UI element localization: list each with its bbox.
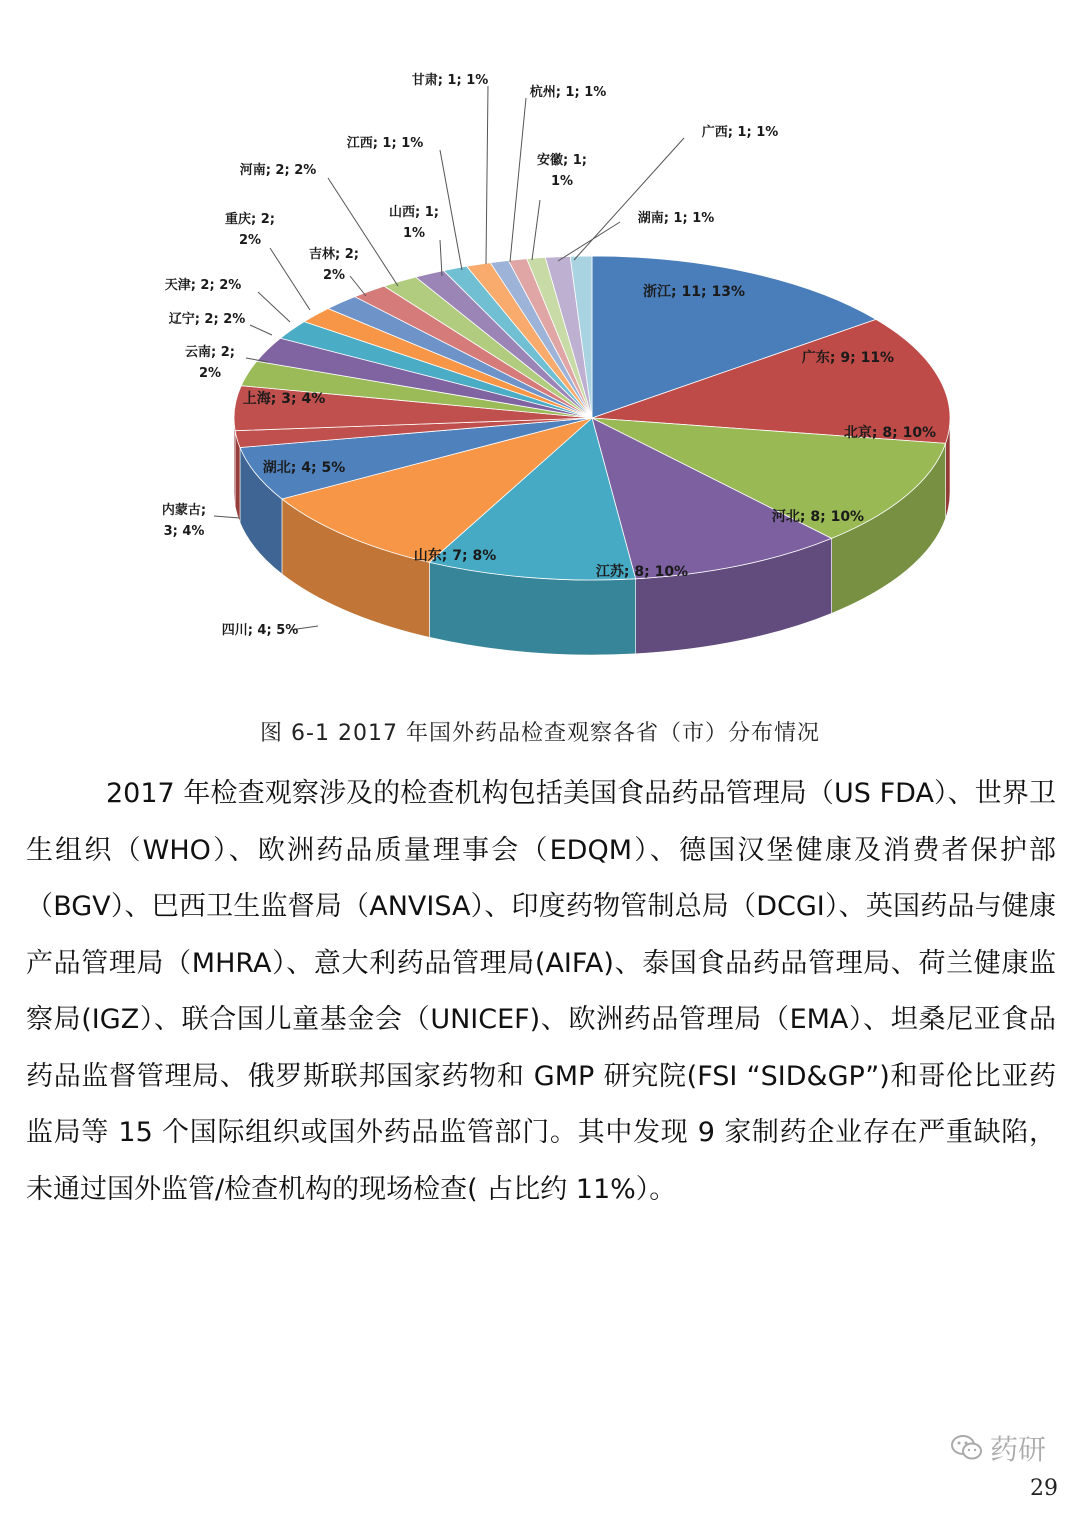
leader-line-天津 bbox=[258, 292, 290, 322]
data-label-广东: 广东; 9; 11% bbox=[801, 350, 895, 366]
figure-caption: 图 6-1 2017 年国外药品检查观察各省（市）分布情况 bbox=[260, 721, 820, 746]
data-label-内蒙古: 内蒙古; 3; 4% bbox=[161, 503, 207, 539]
data-label-天津: 天津; 2; 2% bbox=[164, 278, 242, 293]
leader-line-安徽 bbox=[532, 200, 540, 260]
leader-line-重庆 bbox=[270, 248, 310, 310]
data-label-甘肃: 甘肃; 1; 1% bbox=[411, 73, 489, 88]
data-label-吉林: 吉林; 2; 2% bbox=[309, 247, 359, 283]
data-label-四川: 四川; 4; 5% bbox=[221, 623, 299, 638]
body-paragraph: 2017 年检查观察涉及的检查机构包括美国食品药品管理局（US FDA）、世界卫生组织（WHO）、欧洲药品质量理事会（EDQM）、德国汉堡健康及消费者保护部（BGV）、巴西卫生监督局（ANVISA）、印度药物管制总局（DCGI）、英国药品与健康产品管理局（MHRA）、意大利药品管理局(AIFA)、泰国食品药品管理局、荷兰健康监察局(IGZ）、联合国儿童基金会（UNICEF)、欧洲药品管理局（EMA）、坦桑尼亚食品药品监督管理局、俄罗斯联邦国家药物和 GMP 研究院(FSI “SID&GP”)和哥伦比亚药监局等 15 个国际组织或国外药品监管部门。其中发现 9 家制药企业存在严重缺陷，未通过国外监管/检查机构的现场检查( 占比约 11%）。 bbox=[26, 778, 1056, 1205]
data-label-杭州: 杭州; 1; 1% bbox=[529, 85, 607, 100]
body-text bbox=[26, 766, 1056, 1218]
leader-line-广西 bbox=[574, 138, 684, 260]
watermark bbox=[950, 1428, 1046, 1468]
data-label-江西: 江西; 1; 1% bbox=[346, 136, 424, 151]
data-label-湖南: 湖南; 1; 1% bbox=[637, 211, 715, 226]
data-label-上海: 上海; 3; 4% bbox=[242, 391, 326, 407]
data-label-安徽: 安徽; 1; 1% bbox=[537, 153, 587, 189]
leader-line-吉林 bbox=[350, 276, 366, 296]
data-label-湖北: 湖北; 4; 5% bbox=[262, 460, 346, 476]
pie-tops bbox=[234, 256, 950, 580]
leader-line-江西 bbox=[440, 150, 462, 270]
wechat-icon bbox=[950, 1433, 984, 1463]
data-label-北京: 北京; 8; 10% bbox=[843, 425, 937, 441]
data-label-浙江: 浙江; 11; 13% bbox=[643, 284, 745, 300]
data-label-河北: 河北; 8; 10% bbox=[771, 509, 865, 525]
leader-line-山西 bbox=[440, 240, 442, 276]
data-label-山西: 山西; 1; 1% bbox=[389, 205, 439, 241]
data-label-辽宁: 辽宁; 2; 2% bbox=[168, 312, 246, 327]
data-label-山东: 山东; 7; 8% bbox=[413, 548, 497, 564]
data-label-江苏: 江苏; 8; 10% bbox=[595, 564, 689, 580]
data-label-广西: 广西; 1; 1% bbox=[701, 125, 779, 140]
leader-line-湖南 bbox=[558, 222, 620, 261]
page-number: 29 bbox=[1030, 1476, 1058, 1501]
data-label-云南: 云南; 2; 2% bbox=[185, 345, 235, 381]
pie-chart-3d bbox=[0, 40, 1080, 710]
leader-line-辽宁 bbox=[250, 325, 272, 335]
data-label-重庆: 重庆; 2; 2% bbox=[225, 212, 275, 248]
leader-line-内蒙古 bbox=[214, 516, 240, 518]
leader-line-杭州 bbox=[510, 98, 526, 262]
leader-line-甘肃 bbox=[486, 86, 488, 264]
watermark-text: 药研 bbox=[990, 1433, 1047, 1466]
data-label-河南: 河南; 2; 2% bbox=[239, 163, 317, 178]
